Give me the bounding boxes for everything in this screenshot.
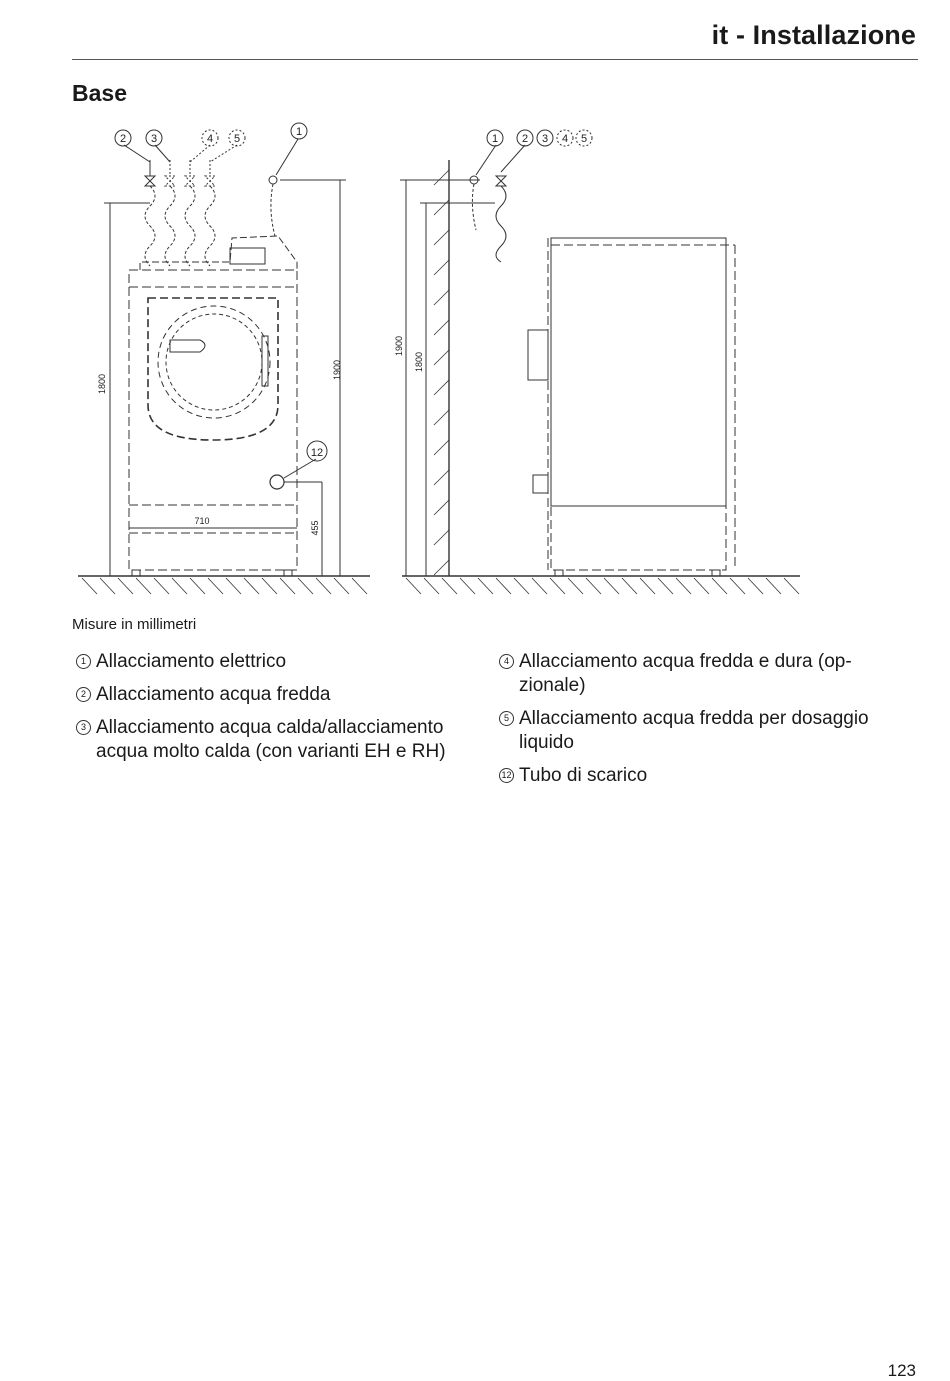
legend-item — [72, 716, 492, 764]
drain-marker-12: 12 — [310, 447, 324, 459]
front-marker-3: 3 — [150, 133, 158, 145]
side-marker-3: 3 — [541, 133, 549, 145]
dim-drain-455: 455 — [310, 520, 320, 536]
legend-number: 12 — [499, 768, 514, 783]
legend-item — [72, 650, 492, 674]
dim-side-1900: 1900 — [394, 335, 404, 357]
legend-text: Allacciamento acqua calda/allacciamento acqua molto calda (con varianti EH e RH) — [96, 717, 446, 762]
front-marker-2: 2 — [119, 133, 127, 145]
legend-number: 3 — [76, 720, 91, 735]
legend-item — [495, 707, 915, 755]
side-marker-1: 1 — [491, 133, 499, 145]
legend-text: Allacciamento elettrico — [96, 651, 287, 672]
legend-number: 4 — [499, 654, 514, 669]
legend-text: Allacciamento acqua fredda — [96, 684, 331, 705]
legend-text: Tubo di scarico — [519, 765, 648, 786]
measurement-caption: Misure in millimetri — [72, 616, 197, 633]
legend-item — [72, 683, 492, 707]
dim-width-710: 710 — [194, 516, 210, 526]
front-marker-4: 4 — [206, 133, 214, 145]
front-marker-5: 5 — [233, 133, 241, 145]
legend-number: 1 — [76, 654, 91, 669]
page-number: 123 — [887, 1361, 916, 1380]
dim-side-1800: 1800 — [414, 351, 424, 373]
front-marker-1: 1 — [295, 126, 303, 138]
page-header-title: it - Installazione — [711, 20, 916, 50]
side-marker-4: 4 — [561, 133, 569, 145]
legend-text: Allacciamento acqua fredda per dosaggio liquido — [519, 708, 869, 753]
side-marker-5: 5 — [580, 133, 588, 145]
legend-left — [72, 650, 492, 773]
side-marker-2: 2 — [521, 133, 529, 145]
installation-drawing — [0, 0, 950, 610]
dim-front-1800: 1800 — [97, 373, 107, 395]
legend-text: Allacciamento acqua fredda e dura (op-zionale) — [519, 651, 852, 696]
legend-item — [495, 650, 915, 698]
legend-number: 2 — [76, 687, 91, 702]
legend-right — [495, 650, 915, 797]
legend-item — [495, 764, 915, 788]
dim-front-1900: 1900 — [332, 359, 342, 381]
legend-number: 5 — [499, 711, 514, 726]
section-title: Base — [72, 80, 127, 106]
